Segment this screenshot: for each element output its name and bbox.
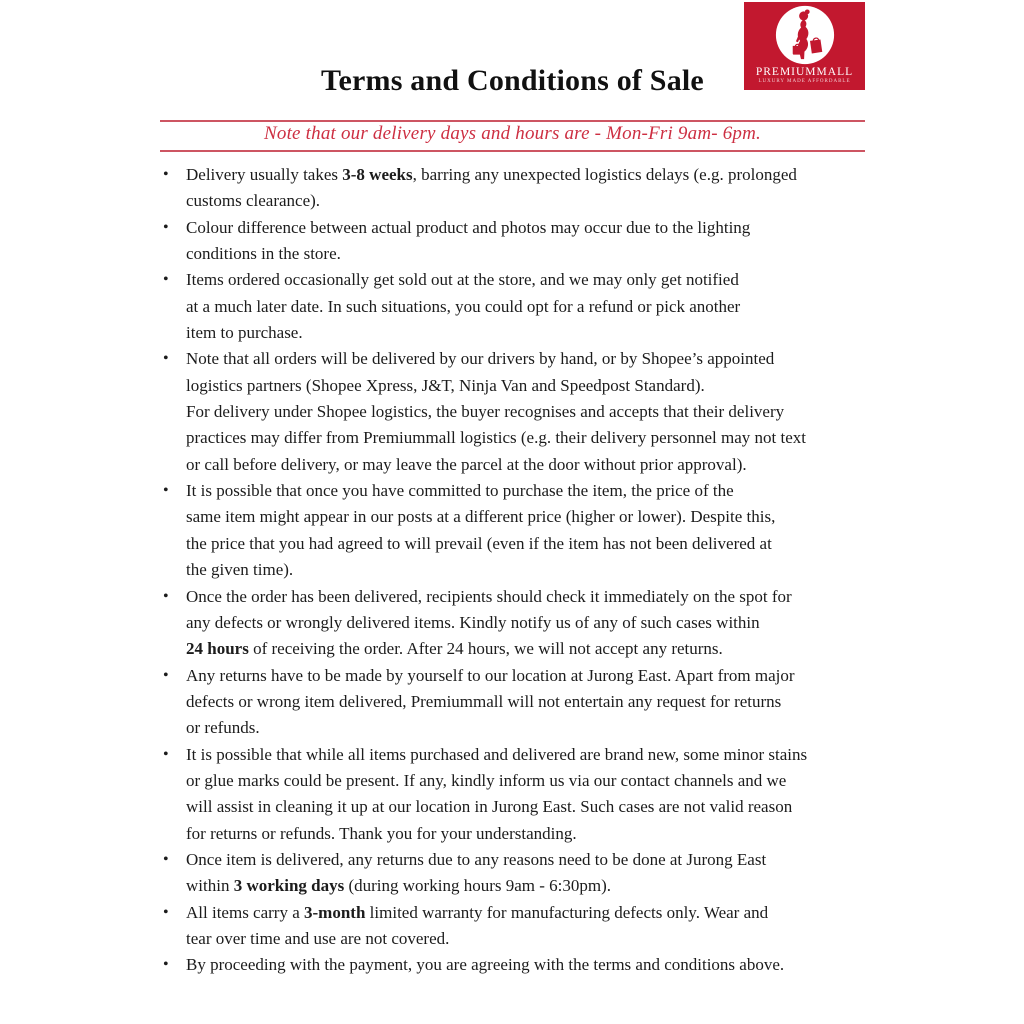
term-item <box>160 267 876 346</box>
term-text: Note that all orders will be delivered by our drivers by hand, or by Shopee’s appointed logistics partners (Shopee Xpress, J&T, Ninja Van and Speedpost Standard). For delivery under Shopee logistics, the buyer recognises and accepts that their delivery practices may differ from Premiummall logistics (e.g. their delivery personnel may not text or call before delivery, or may leave the parcel at the door without prior approval). <box>186 349 807 474</box>
notice-divider-top <box>160 120 865 122</box>
shopper-silhouette-icon <box>775 5 835 65</box>
bullet-marker: • <box>163 350 169 368</box>
term-item <box>160 952 876 978</box>
bullet-marker: • <box>163 850 169 868</box>
page-title: Terms and Conditions of Sale <box>321 64 704 97</box>
term-item <box>160 742 876 847</box>
bullet-marker: • <box>163 271 169 289</box>
bullet-marker: • <box>163 956 169 974</box>
term-item <box>160 346 876 478</box>
term-text: Items ordered occasionally get sold out at the store, and we may only get notified at a much later date. In such situations, you could opt for a refund or pick another item to purchase. <box>186 270 741 343</box>
logo-tagline: LUXURY MADE AFFORDABLE <box>758 79 851 84</box>
term-text: Colour difference between actual product and photos may occur due to the lighting conditions in the store. <box>186 217 751 264</box>
bullet-marker: • <box>163 166 169 183</box>
term-item <box>160 162 876 215</box>
term-item <box>160 847 876 900</box>
term-item <box>160 478 876 583</box>
notice-divider-bottom <box>160 150 865 152</box>
term-item <box>160 215 876 268</box>
terms-list <box>160 162 876 979</box>
term-text: All items carry a 3-month limited warranty for manufacturing defects only. Wear and tear over time and use are not covered. <box>186 902 769 948</box>
term-text: Delivery usually takes 3-8 weeks, barring any unexpected logistics delays (e.g. prolonged customs clearance). <box>186 165 797 211</box>
bullet-marker: • <box>163 745 169 763</box>
term-text: Once item is delivered, any returns due to any reasons need to be done at Jurong East within 3 working days (during working hours 9am - 6:30pm). <box>186 849 767 896</box>
bullet-marker: • <box>163 666 169 684</box>
term-text: Once the order has been delivered, recipients should check it immediately on the spot for any defects or wrongly delivered items. Kindly notify us of any of such cases within 24 hours of receiving the order. After 24 hours, we will not accept any returns. <box>186 586 792 659</box>
delivery-hours-notice: Note that our delivery days and hours are - Mon-Fri 9am- 6pm. <box>264 123 761 144</box>
term-item <box>160 900 876 953</box>
bullet-marker: • <box>163 903 169 921</box>
bullet-marker: • <box>163 587 169 605</box>
term-text: It is possible that while all items purchased and delivered are brand new, some minor stains or glue marks could be present. If any, kindly inform us via our contact channels and we will assist in cleaning it up at our location in Jurong East. Such cases are not valid reason for returns or refunds. Thank you for your understanding. <box>186 744 808 843</box>
term-item <box>160 663 876 742</box>
term-item <box>160 584 876 663</box>
term-text: By proceeding with the payment, you are agreeing with the terms and conditions above. <box>186 955 785 975</box>
term-text: Any returns have to be made by yourself to our location at Jurong East. Apart from major defects or wrong item delivered, Premiummall will not entertain any request for returns or refunds. <box>186 665 795 738</box>
bullet-marker: • <box>163 482 169 500</box>
term-text: It is possible that once you have committed to purchase the item, the price of the same item might appear in our posts at a different price (higher or lower). Despite this, the price that you had agreed to will prevail (even if the item has not been delivered at the given time). <box>186 481 776 580</box>
logo-brand-name: PREMIUMMALL <box>755 66 854 78</box>
bullet-marker: • <box>163 218 169 236</box>
